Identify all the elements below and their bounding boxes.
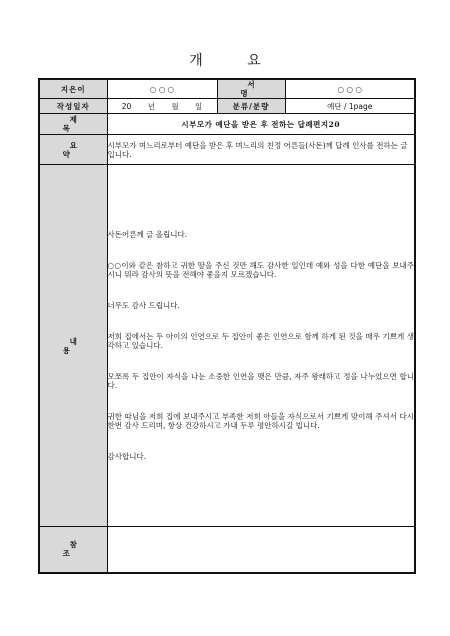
- date-label: 작성일자: [39, 99, 107, 114]
- document-title: 시부모가 예단을 받은 후 전하는 답례편지20: [107, 114, 415, 135]
- letter-paragraph: 너무도 감사 드립니다.: [107, 301, 180, 310]
- title-row: [39, 114, 415, 135]
- letter-paragraph: 감사합니다.: [107, 452, 147, 461]
- reference-row: [39, 527, 415, 573]
- signature-value: ○ ○ ○: [285, 79, 415, 99]
- date-row: [39, 99, 415, 114]
- summary-label: 요 약: [39, 135, 107, 165]
- letter-paragraph: 귀한 따님을 저희 집에 보내주시고 부족한 저희 아들을 자식으로서 기쁘게 맞이해 주셔서 다시 한번 감사 드리며, 항상 건강하시고 가내 두루 평안하시길 빕니다.: [107, 412, 414, 430]
- letter-content: [107, 165, 415, 527]
- overview-form-table: [38, 78, 416, 574]
- letter-paragraph: 모쪼록 두 집안이 자식을 나눈 소중한 인연을 맺은 만큼, 자주 왕래하고 정을 나누었으면 합니다.: [107, 372, 414, 390]
- content-label: 내 용: [39, 165, 107, 527]
- author-label: 지은이: [39, 79, 107, 99]
- letter-paragraph: 저희 집에서는 두 아이의 인연으로 두 집안이 좋은 인연으로 함께 하게 된 것을 매우 기쁘게 생각하고 있습니다.: [107, 332, 414, 350]
- category-value: 예단 / 1page: [285, 99, 415, 114]
- letter-paragraph: 사돈어른께 글 올립니다.: [107, 230, 188, 239]
- reference-value: [107, 527, 415, 573]
- content-row: [39, 165, 415, 527]
- page-title: 개 요: [189, 53, 281, 69]
- summary-text: 시부모가 며느리로부터 예단을 받은 후 며느리의 친정 어른들(사돈)께 답례 인사를 전하는 글입니다.: [107, 135, 415, 165]
- title-label: 제 목: [39, 114, 107, 135]
- summary-row: [39, 135, 415, 165]
- author-value: ○ ○ ○: [107, 79, 217, 99]
- letter-paragraph: ○○이와 같은 참하고 귀한 딸을 주신 것만 해도 감사한 일인데 예와 성을 다한 예단을 보내주시니 뭐라 감사의 뜻을 전해야 좋을지 모르겠습니다.: [107, 261, 414, 279]
- reference-label: 참 조: [39, 527, 107, 573]
- author-row: [39, 79, 415, 99]
- category-label: 분류/분량: [217, 99, 285, 114]
- signature-label: 서 명: [217, 79, 285, 99]
- date-value: 20 년 월 일: [107, 99, 217, 114]
